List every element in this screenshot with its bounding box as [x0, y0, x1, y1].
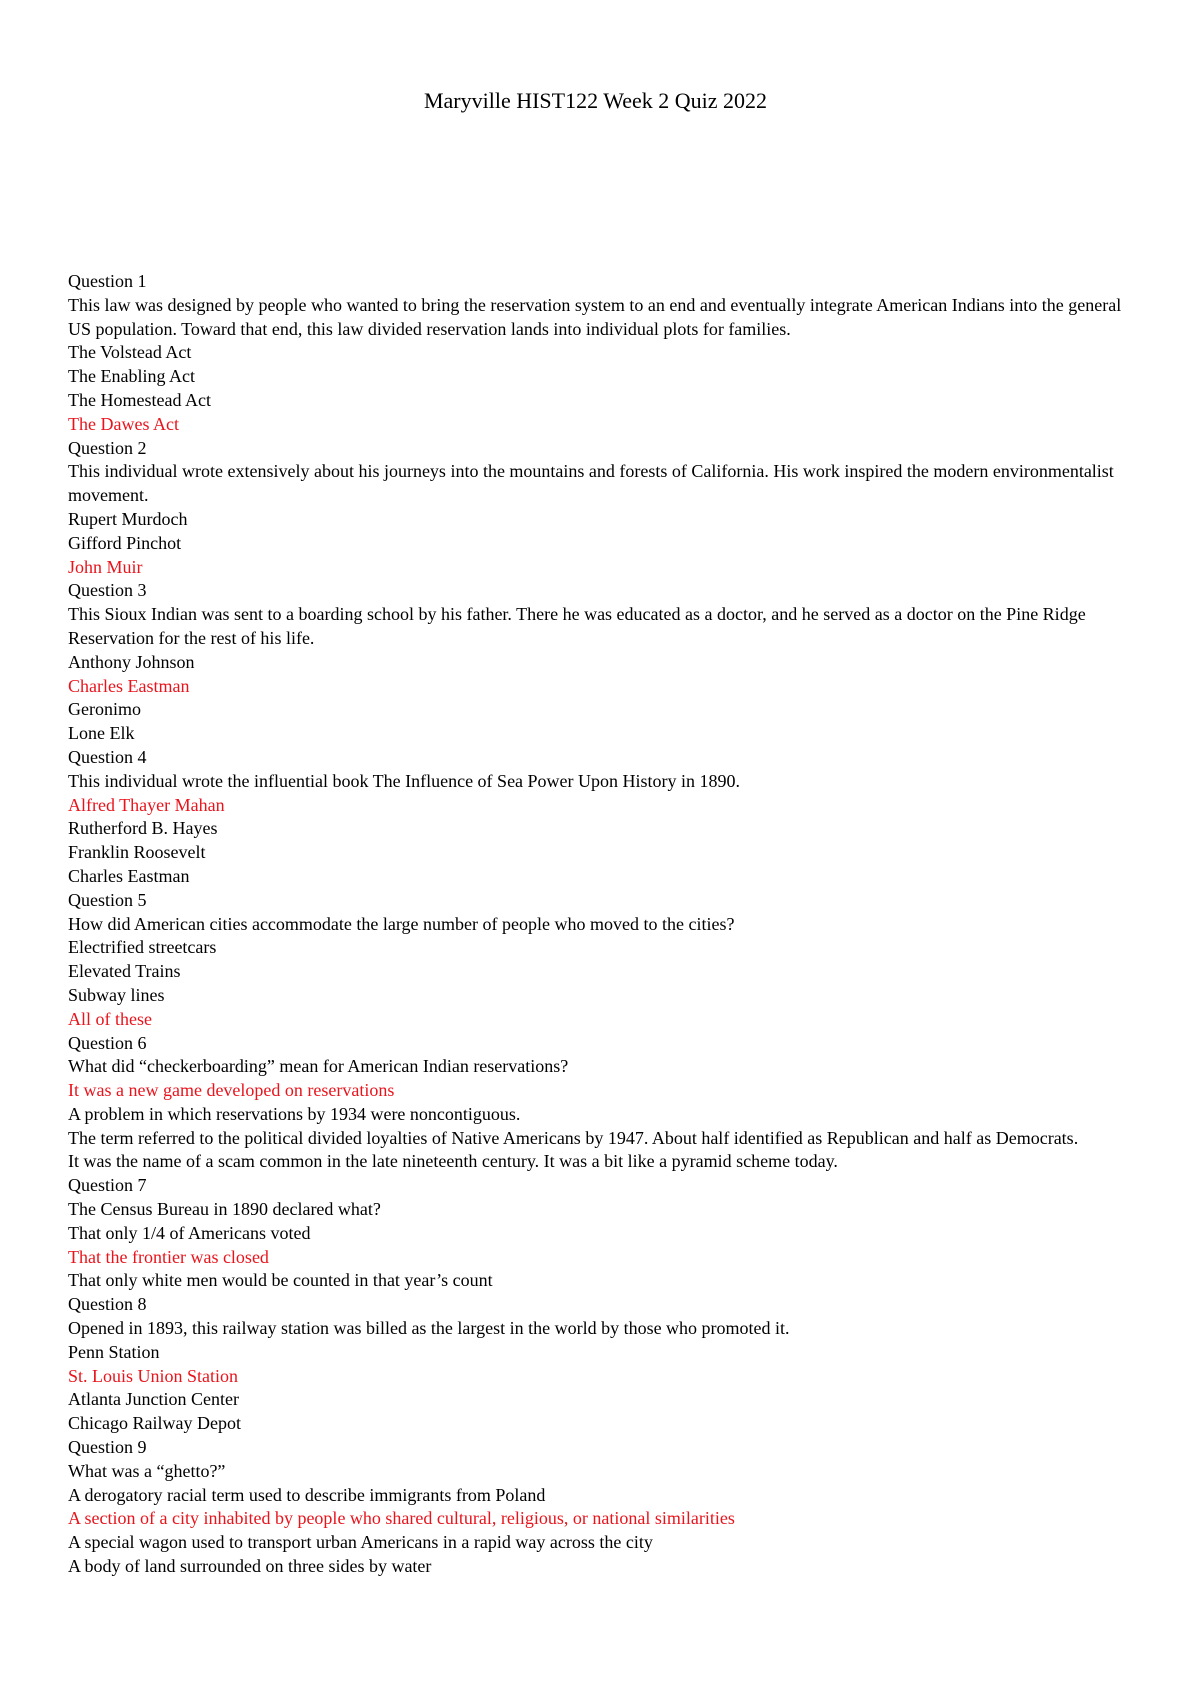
question-block: [68, 1293, 1128, 1436]
question-block: [68, 579, 1128, 746]
correct-answer-option: Charles Eastman: [68, 675, 190, 696]
answer-option: Charles Eastman: [68, 865, 190, 886]
answer-option: Franklin Roosevelt: [68, 842, 206, 863]
correct-answer-option: Alfred Thayer Mahan: [68, 794, 225, 815]
answer-option: Atlanta Junction Center: [68, 1389, 239, 1410]
answer-option: The Enabling Act: [68, 366, 195, 387]
question-label: Question 3: [68, 580, 147, 601]
answer-option: Elevated Trains: [68, 961, 181, 982]
correct-answer-option: The Dawes Act: [68, 413, 179, 434]
answer-option: A body of land surrounded on three sides by water: [68, 1556, 432, 1577]
quiz-content: [68, 270, 1128, 1579]
question-prompt: What did “checkerboarding” mean for American Indian reservations?: [68, 1056, 569, 1077]
answer-option: Rupert Murdoch: [68, 508, 188, 529]
question-label: Question 5: [68, 889, 147, 910]
correct-answer-option: That the frontier was closed: [68, 1246, 269, 1267]
answer-option: That only white men would be counted in that year’s count: [68, 1270, 493, 1291]
question-block: [68, 270, 1128, 437]
answer-option: A problem in which reservations by 1934 were noncontiguous.: [68, 1103, 521, 1124]
answer-option: A special wagon used to transport urban Americans in a rapid way across the city: [68, 1532, 653, 1553]
answer-option: The term referred to the political divided loyalties of Native Americans by 1947. About half identified as Republican and half as Democrats.: [68, 1127, 1079, 1148]
question-label: Question 7: [68, 1175, 147, 1196]
question-label: Question 9: [68, 1437, 147, 1458]
answer-option: Subway lines: [68, 984, 165, 1005]
answer-option: Geronimo: [68, 699, 141, 720]
answer-option: That only 1/4 of Americans voted: [68, 1222, 311, 1243]
answer-option: Chicago Railway Depot: [68, 1413, 241, 1434]
answer-option: Electrified streetcars: [68, 937, 217, 958]
correct-answer-option: It was a new game developed on reservations: [68, 1080, 395, 1101]
answer-option: Penn Station: [68, 1341, 160, 1362]
question-block: [68, 746, 1128, 889]
question-prompt: This Sioux Indian was sent to a boarding school by his father. There he was educated as a doctor, and he served as a doctor on the Pine Ridge Reservation for the rest of his life.: [68, 604, 1086, 648]
answer-option: The Volstead Act: [68, 342, 192, 363]
question-block: [68, 1174, 1128, 1293]
question-prompt: The Census Bureau in 1890 declared what?: [68, 1199, 381, 1220]
question-prompt: Opened in 1893, this railway station was billed as the largest in the world by those who promoted it.: [68, 1318, 790, 1339]
answer-option: Lone Elk: [68, 723, 135, 744]
answer-option: Gifford Pinchot: [68, 532, 182, 553]
answer-option: It was the name of a scam common in the late nineteenth century. It was a bit like a pyramid scheme today.: [68, 1151, 838, 1172]
question-prompt: How did American cities accommodate the large number of people who moved to the cities?: [68, 913, 735, 934]
correct-answer-option: All of these: [68, 1008, 152, 1029]
question-block: [68, 889, 1128, 1032]
question-prompt: This individual wrote the influential book The Influence of Sea Power Upon History in 1890.: [68, 770, 741, 791]
correct-answer-option: A section of a city inhabited by people who shared cultural, religious, or national similarities: [68, 1508, 735, 1529]
question-label: Question 4: [68, 746, 147, 767]
answer-option: Anthony Johnson: [68, 651, 195, 672]
answer-option: A derogatory racial term used to describe immigrants from Poland: [68, 1484, 546, 1505]
question-block: [68, 1032, 1128, 1175]
correct-answer-option: John Muir: [68, 556, 143, 577]
answer-option: The Homestead Act: [68, 389, 211, 410]
question-prompt: This individual wrote extensively about his journeys into the mountains and forests of California. His work inspired the modern environmentalist movement.: [68, 461, 1114, 506]
question-label: Question 8: [68, 1294, 147, 1315]
question-label: Question 1: [68, 271, 147, 291]
correct-answer-option: St. Louis Union Station: [68, 1365, 239, 1386]
question-label: Question 2: [68, 437, 147, 458]
question-label: Question 6: [68, 1032, 147, 1053]
question-block: [68, 1436, 1128, 1579]
question-block: [68, 437, 1128, 580]
question-prompt: What was a “ghetto?”: [68, 1460, 226, 1481]
question-prompt: This law was designed by people who wanted to bring the reservation system to an end and eventually integrate American Indians into the general US population. Toward that end, this law divided reservation lands into individual plots for families.: [68, 294, 1122, 339]
answer-option: Rutherford B. Hayes: [68, 818, 218, 839]
document-title: Maryville HIST122 Week 2 Quiz 2022: [423, 88, 768, 113]
